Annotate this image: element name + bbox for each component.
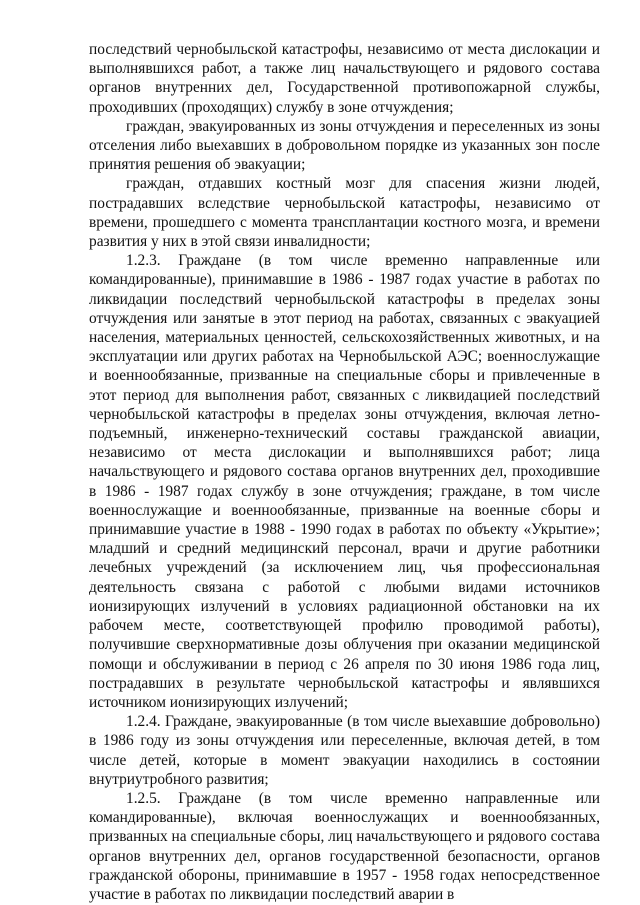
paragraph-evacuated-citizens: граждан, эвакуированных из зоны отчуждения и переселенных из зоны отселения либо выехавших в добровольном порядке из указанных зон после принятия решения об эвакуации; [89, 117, 600, 174]
paragraph-bone-marrow-donors: граждан, отдавших костный мозг для спасения жизни людей, пострадавших вследствие чернобыльской катастрофы, независимо от времени, прошедшего с момента трансплантации костного мозга, и времени развития у них в этой связи инвалидности; [89, 175, 600, 251]
paragraph-section-1-2-4: 1.2.4. Граждане, эвакуированные (в том числе выехавшие добровольно) в 1986 году из зоны отчуждения или переселенные, включая детей, в том числе детей, которые в момент эвакуации находились в состоянии внутриутробного развития; [89, 713, 600, 788]
paragraph-chernobyl-liquidators-continued: последствий чернобыльской катастрофы, независимо от места дислокации и выполнявшихся работ, а также лиц начальствующего и рядового состава органов внутренних дел, Государственной противопожарной службы, проходивших (проходящих) службу в зоне отчуждения; [89, 41, 600, 116]
paragraph-section-1-2-3: 1.2.3. Граждане (в том числе временно направленные или командированные), принимавшие в 1986 - 1987 годах участие в работах по ликвидации последствий чернобыльской катастрофы в пределах зоны отчуждения или занятые в этот период на работах, связанных с эвакуацией населения, материальных ценностей, сельскохозяйственных животных, и на эксплуатации или других работах на Чернобыльской АЭС; военнослужащие и военнообязанные, призванные на специальные сборы и привлеченные в этот период для выполнения работ, связанных с ликвидацией последствий чернобыльской катастрофы в пределах зоны отчуждения, включая летно-подъемный, инженерно-технический составы гражданской авиации, независимо от места дислокации и выполнявшихся работ; лица начальствующего и рядового состава органов внутренних дел, проходившие в 1986 - 1987 годах службу в зоне отчуждения; граждане, в том числе военнослужащие и военнообязанные, призванные на военные сборы и принимавшие участие в 1988 - 1990 годах в работах по объекту «Укрытие»; младший и средний медицинский персонал, врачи и другие работники лечебных учреждений (за исключением лиц, чья профессиональная деятельность связана с работой с любыми видами источников ионизирующих излучений в условиях радиационной обстановки на их рабочем месте, соответствующей профилю проводимой работы), получившие сверхнормативные дозы облучения при оказании медицинской помощи и обслуживании в период с 26 апреля по 30 июня 1986 года лиц, пострадавших в результате чернобыльской катастрофы и являвшихся источником ионизирующих излучений; [89, 252, 600, 711]
document-page [89, 40, 600, 904]
paragraph-section-1-2-5: 1.2.5. Граждане (в том числе временно направленные или командированные), включая военнослужащих и военнообязанных, призванных на специальные сборы, лиц начальствующего и рядового состава органов внутренних дел, органов государственной безопасности, органов гражданской обороны, принимавшие в 1957 - 1958 годах непосредственное участие в работах по ликвидации последствий аварии в [89, 789, 600, 903]
